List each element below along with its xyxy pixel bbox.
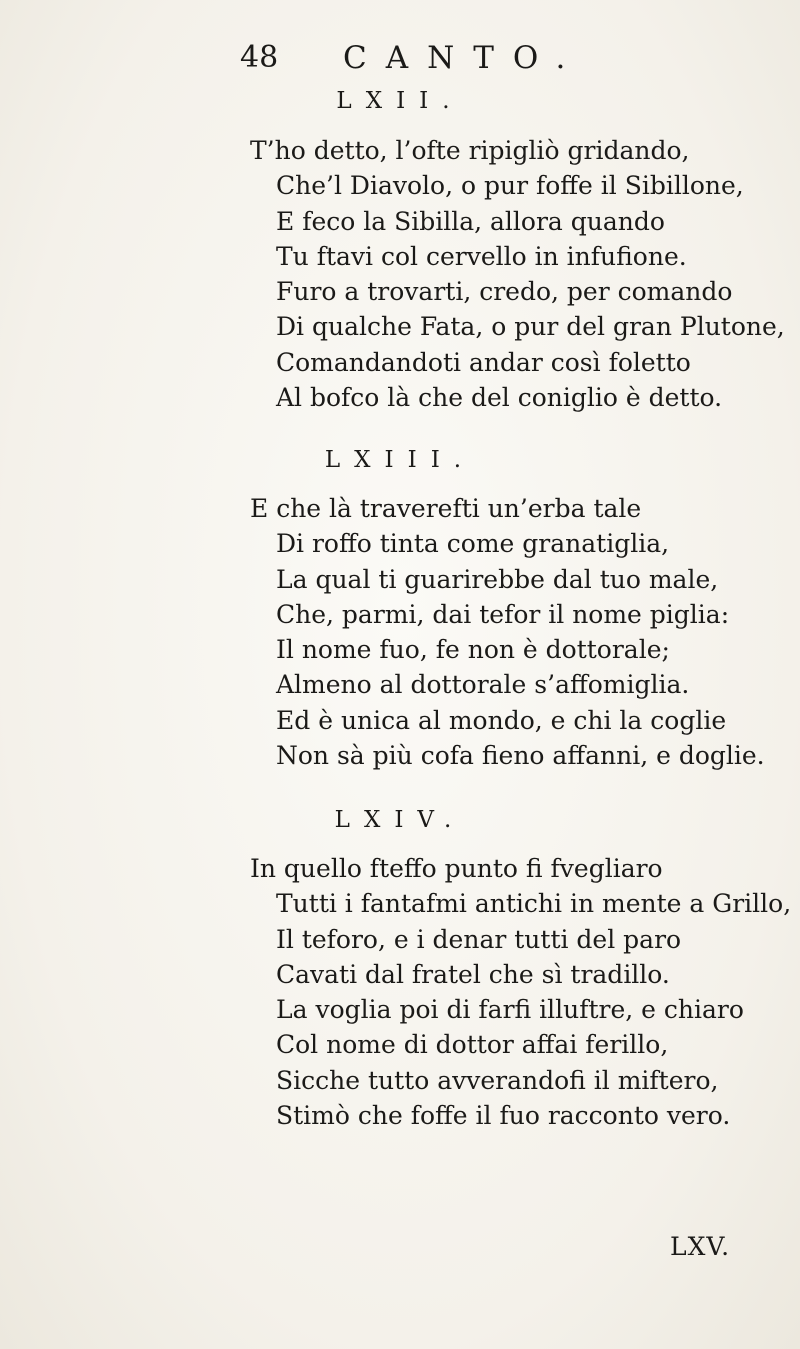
stanza-number: LXIII.	[324, 447, 476, 473]
verse-line: Tu ftavi col cervello in infufione.	[276, 241, 687, 271]
verse-line: Al bofco là che del coniglio è detto.	[276, 383, 723, 413]
verse-line: Il teforo, e i denar tutti del paro	[276, 924, 682, 954]
verse-line: Che, parmi, dai tefor il nome piglia:	[276, 599, 730, 629]
verse-line: Il nome fuo, fe non è dottorale;	[276, 635, 670, 665]
stanza	[250, 133, 800, 415]
verse-line: Stimò che foffe il fuo racconto vero.	[276, 1101, 731, 1131]
verse-line: Furo a trovarti, credo, per comando	[276, 277, 733, 307]
verse-line: In quello fteffo punto fi fvegliaro	[250, 854, 663, 883]
verse-line: Non sà più cofa fieno affanni, e doglie.	[276, 741, 765, 771]
page-number: 48	[240, 40, 279, 75]
verse-line: Di qualche Fata, o pur del gran Plutone,	[276, 312, 785, 342]
verse-line: Comandandoti andar così foletto	[276, 347, 691, 377]
verse-line: Tutti i fantafmi antichi in mente a Grillo,	[276, 889, 792, 919]
verse-line: T’ho detto, l’ofte ripigliò gridando,	[250, 136, 690, 165]
verse-line: Che’l Diavolo, o pur foffe il Sibillone,	[276, 171, 744, 201]
verse-line: Ed è unica al mondo, e chi la coglie	[276, 705, 727, 735]
verse-line: Almeno al dottorale s’affomiglia.	[276, 670, 690, 700]
verse-line: Cavati dal fratel che sì tradillo.	[276, 959, 670, 989]
verse-line: Col nome di dottor affai ferillo,	[276, 1030, 669, 1060]
verse-line: E feco la Sibilla, allora quando	[276, 206, 665, 236]
stanza-number: LXII.	[336, 88, 464, 114]
stanza	[250, 851, 800, 1133]
verse-line: La voglia poi di farfi illuftre, e chiaro	[276, 995, 744, 1025]
verse-line: E che là traverefti un’erba tale	[250, 494, 642, 523]
verse-line: La qual ti guarirebbe dal tuo male,	[276, 564, 719, 594]
running-title: CANTO.	[343, 40, 585, 76]
stanza-number: LXIV.	[334, 807, 466, 833]
verse-line: Sicche tutto avverandofi il mifterо,	[276, 1065, 719, 1095]
stanza	[250, 491, 800, 773]
verse-line: Di roffo tinta come granatiglia,	[276, 529, 670, 559]
page-header	[0, 40, 800, 90]
catchword: LXV.	[670, 1232, 731, 1261]
